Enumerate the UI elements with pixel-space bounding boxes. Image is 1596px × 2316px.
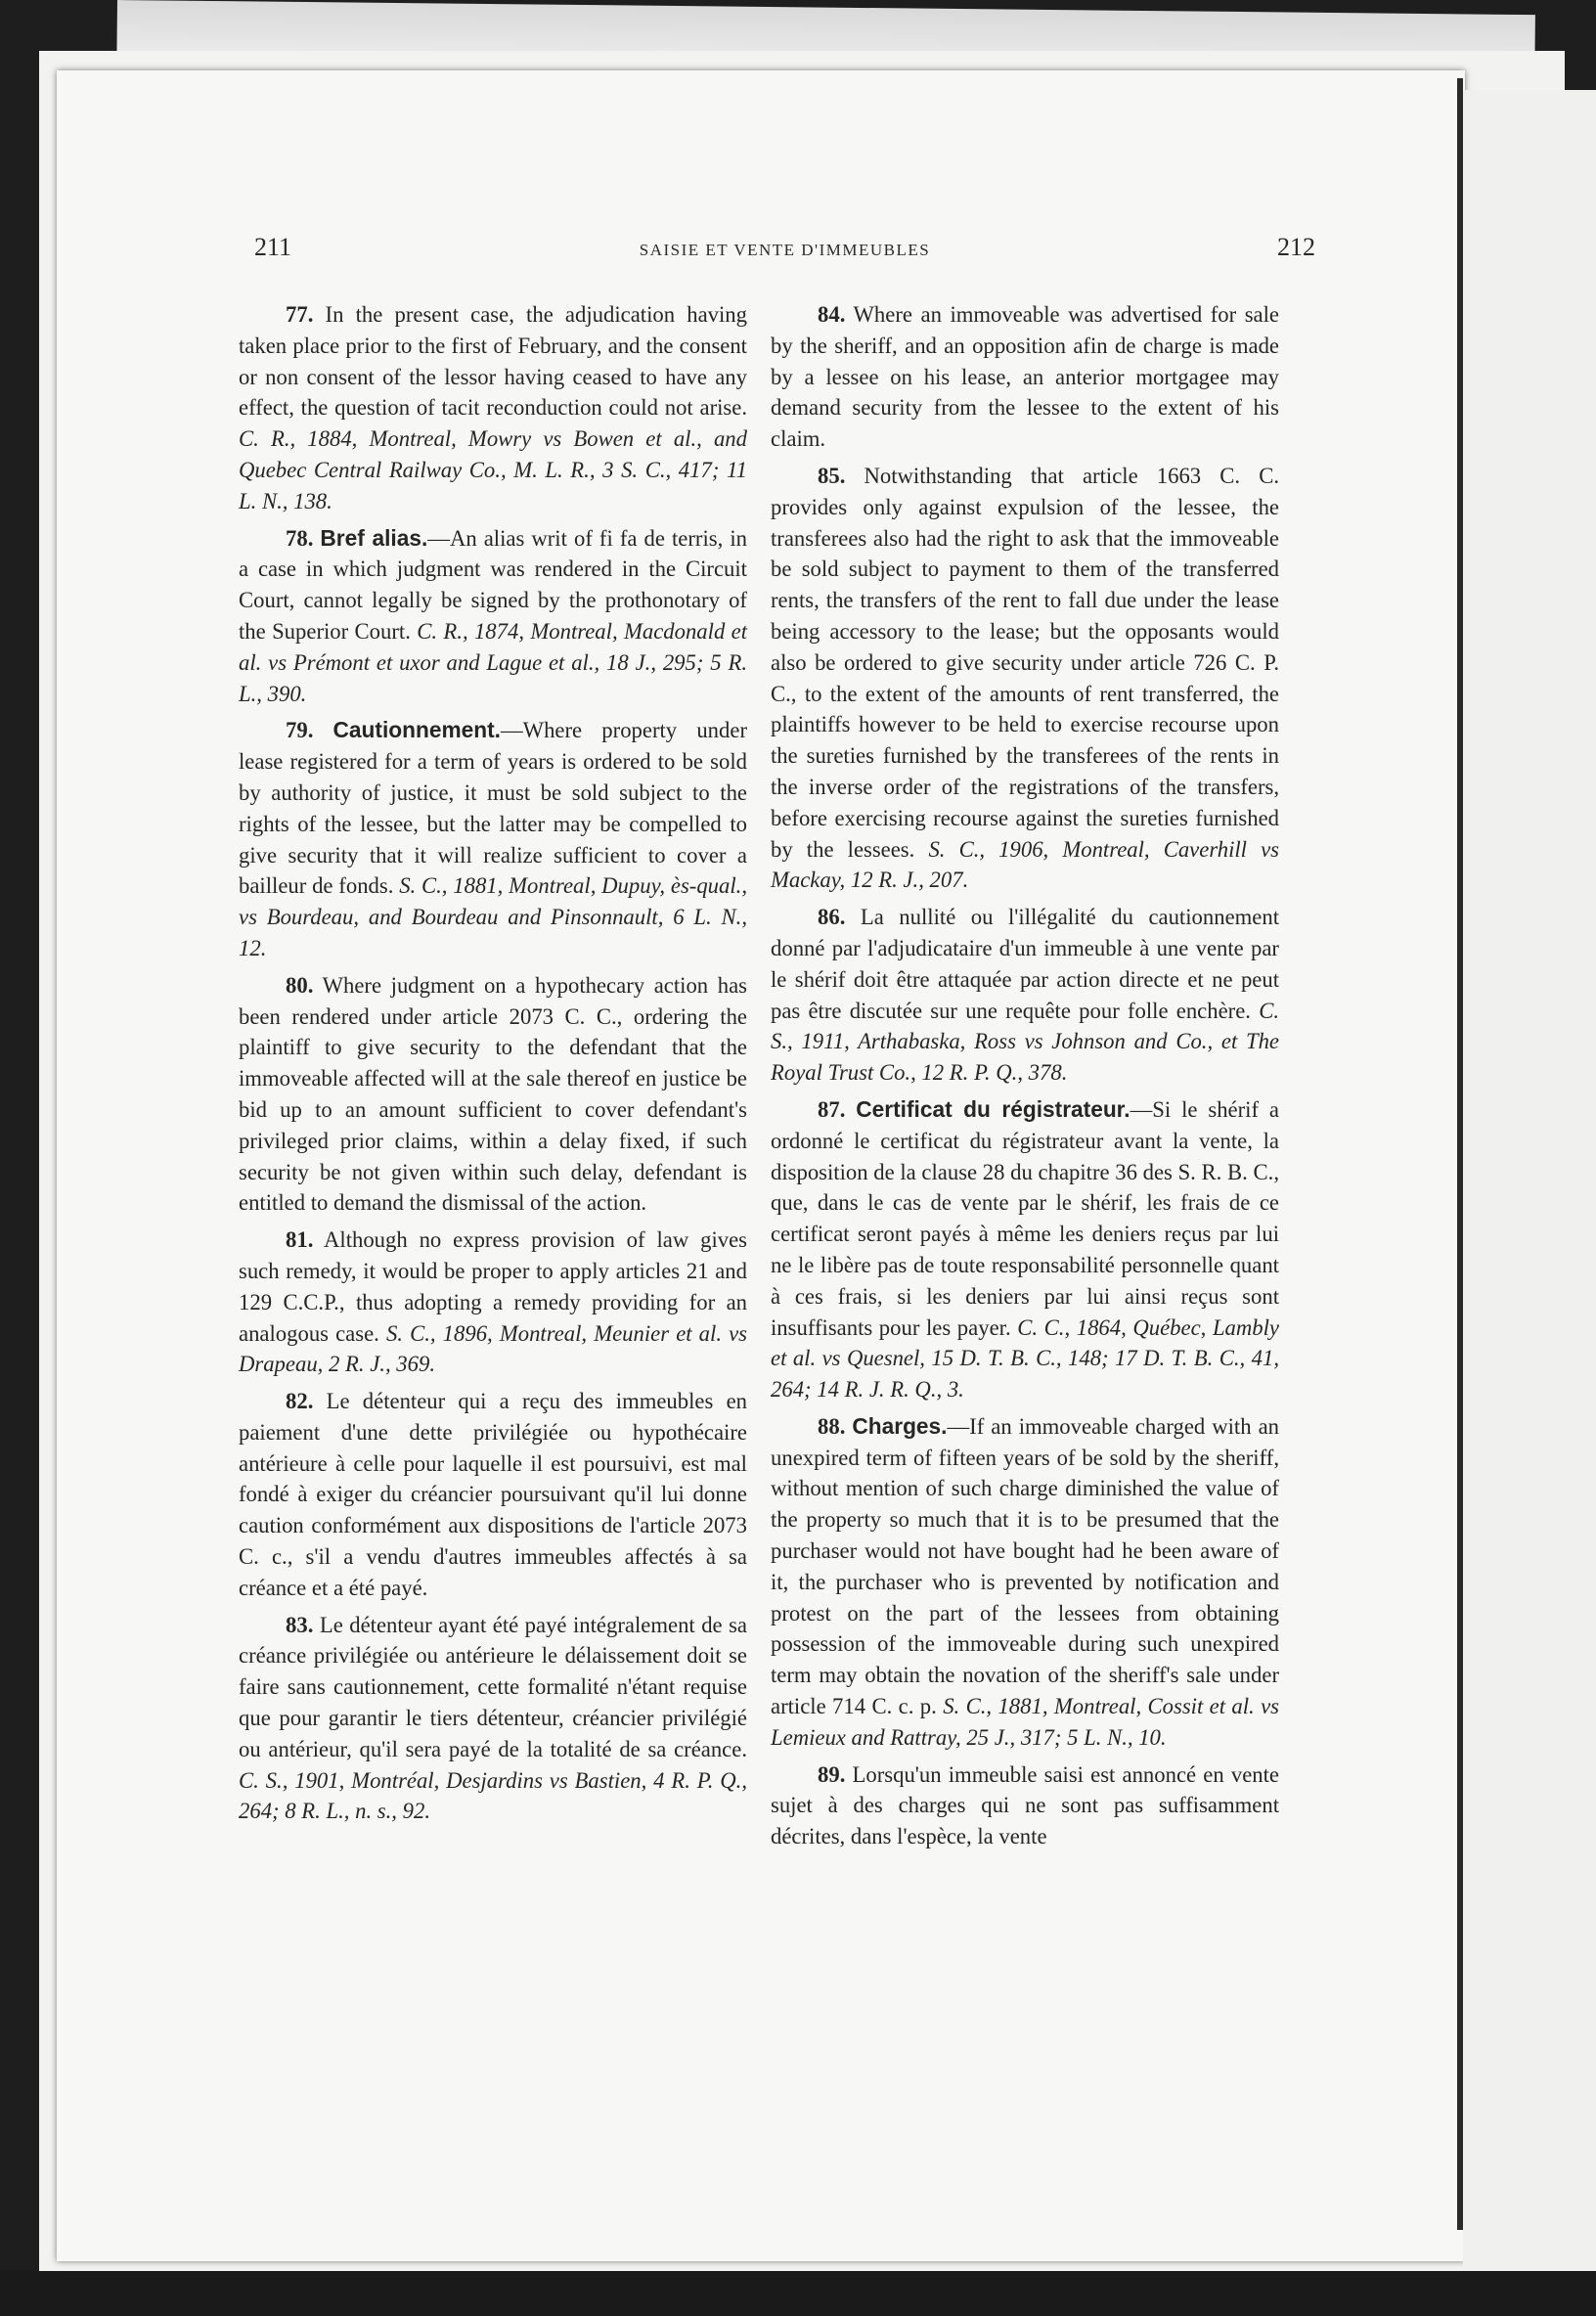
para-citation: S. C., 1881, Montreal, Dupuy, ès-qual., vs Bourdeau, and Bourdeau and Pinsonnault, 6 L. N., 12. (239, 873, 748, 960)
scan-bottom-border (0, 2271, 1596, 2316)
para-heading: Charges. (852, 1412, 948, 1439)
adjacent-page-edge (1463, 90, 1596, 2271)
paragraph-88 (771, 1411, 1279, 1754)
para-number: 80. (286, 972, 314, 998)
para-number: 83. (286, 1612, 314, 1637)
para-text: In the present case, the adjudication having taken place prior to the first of February, and the consent or non consent of the lessor having ceased to have any effect, the question of tacit reconduction could not arise. (239, 302, 747, 421)
para-heading: Bref alias. (320, 524, 428, 551)
para-citation: C. S., 1901, Montréal, Desjardins vs Bastien, 4 R. P. Q., 264; 8 R. L., n. s., 92. (239, 1767, 747, 1824)
paragraph-79 (239, 715, 747, 963)
para-text: Although no express provision of law gives such remedy, it would be proper to apply articles 21 and 129 C.C.P., thus adopting a remedy providing for an analogous case. (239, 1227, 747, 1346)
para-number: 81. (286, 1227, 314, 1253)
para-citation: S. C., 1896, Montreal, Meunier et al. vs Drapeau, 2 R. J., 369. (239, 1320, 748, 1377)
para-text: —An alias writ of fi fa de terris, in a case in which judgment was rendered in the Circuit Court, cannot legally be signed by the prothonotary of the Superior Court. (239, 525, 747, 644)
para-text: Le détenteur qui a reçu des immeubles en paiement d'une dette privilégiée ou hypothécaire antérieure à celle pour laquelle il est poursuivi, est mal fondé à exiger du créancier poursuivant qu'il lui donne caution conformément aux dispositions de l'article 2073 C. c., s'il a vendu d'autres immeubles affectés à sa créance et a été payé. (239, 1389, 747, 1600)
para-number: 78. (286, 525, 314, 551)
paragraph-77 (239, 299, 747, 517)
paragraph-87 (771, 1094, 1279, 1405)
left-column (239, 299, 747, 1833)
paragraph-84 (771, 299, 1279, 455)
para-text: Le détenteur ayant été payé intégralement de sa créance privilégiée ou antérieure le délaissement doit se faire sans cautionnement, cette formalité n'étant requise que pour garantir le tiers détenteur, créancier privilégié ou antérieur, qu'il sera payé de la totalité de sa créance. (239, 1612, 747, 1761)
para-citation: C. R., 1874, Montreal, Macdonald et al. vs Prémont et uxor and Lague et al., 18 J., 295; 5 R. L., 390. (239, 618, 748, 706)
para-text: Where judgment on a hypothecary action has been rendered under article 2073 C. C., ordering the plaintiff to give security to the defendant that the immoveable affected will at the sale thereof en justice be bid up to an amount sufficient to cover defendant's privileged prior claims, within a delay fixed, if such security be not given within such delay, defendant is entitled to demand the dismissal of the action. (239, 972, 748, 1216)
para-heading: Certificat du régistrateur. (856, 1095, 1130, 1122)
para-citation: C. R., 1884, Montreal, Mowry vs Bowen et al., and Quebec Central Railway Co., M. L. R., 3 S. C., 417; 11 L. N., 138. (239, 426, 747, 513)
para-number: 84. (818, 302, 846, 327)
para-number: 82. (286, 1389, 314, 1414)
para-citation: C. S., 1911, Arthabaska, Ross vs Johnson and Co., et The Royal Trust Co., 12 R. P. Q., 378. (771, 998, 1280, 1086)
para-text: La nullité ou l'illégalité du cautionnement donné par l'adjudicataire d'un immeuble à une vente par le shérif doit être attaquée par action directe et ne peut pas être discutée sur une requête pour folle enchère. (771, 905, 1280, 1023)
paragraph-85 (771, 461, 1279, 896)
para-number: 88. (818, 1413, 846, 1439)
para-text: —If an immoveable charged with an unexpired term of fifteen years of be sold by the sheriff, without mention of such charge diminished the value of the property so much that it is to be presumed that the purchaser would not have bought had he been aware of it, the purchaser who is prevented by notification and protest on the part of the lessees from obtaining possession of the immoveable during such unexpired term may obtain the novation of the sheriff's sale under article 714 C. c. p. (771, 1413, 1279, 1719)
para-number: 89. (818, 1761, 846, 1787)
para-text: —Si le shérif a ordonné le certificat du régistrateur avant la vente, la disposition de la clause 28 du chapitre 36 des S. R. B. C., que, dans le cas de vente par le shérif, les frais de ce certificat seront payés à même les deniers reçus par lui ne le libère pas de toute responsabilité personnelle quant à ces frais, si les deniers par lui ainsi reçus sont insuffisants pour les payer. (771, 1096, 1279, 1340)
page-number-right: 212 (1277, 233, 1315, 261)
paragraph-78 (239, 523, 747, 710)
paragraph-83 (239, 1610, 747, 1828)
para-text: —Where property under lease registered for a term of years is ordered to be sold by authority of justice, it must be sold subject to the rights of the lessee, but the latter may be compelled to give security that it will realize sufficient to cover a bailleur de fonds. (239, 718, 747, 899)
para-citation: C. C., 1864, Québec, Lambly et al. vs Quesnel, 15 D. T. B. C., 148; 17 D. T. B. C., 41, 264; 14 R. J. R. Q., 3. (771, 1314, 1280, 1403)
paragraph-82 (239, 1386, 747, 1604)
running-title: SAISIE ET VENTE D'IMMEUBLES (639, 241, 931, 259)
para-citation: S. C., 1906, Montreal, Caverhill vs Mackay, 12 R. J., 207. (771, 836, 1280, 893)
right-column (771, 299, 1279, 1858)
para-text: Where an immoveable was advertised for sale by the sheriff, and an opposition afin de charge is made by a lessee on his lease, an anterior mortgagee may demand security from the lessee to the extent of his claim. (771, 302, 1280, 452)
paragraph-86 (771, 902, 1279, 1089)
page-number-left: 211 (254, 233, 292, 261)
para-heading: Cautionnement. (332, 717, 501, 743)
para-number: 77. (286, 302, 314, 327)
para-citation: S. C., 1881, Montreal, Cossit et al. vs Lemieux and Rattray, 25 J., 317; 5 L. N., 10. (771, 1694, 1279, 1750)
para-text: Notwithstanding that article 1663 C. C. provides only against expulsion of the lessee, the transferees also had the right to ask that the immoveable be sold subject to payment to them of the transferred rents, the transfers of the rent to fall due under the lease being accessory to the lease; but the opposants would also be ordered to give security under article 726 C. P. C., to the extent of the amounts of rent transferred, the plaintiffs however to be held to exercise recourse upon the sureties furnished by the transferees of the rents in the inverse order of the registrations of the transfers, before exercising recourse against the sureties furnished by the lessees. (771, 463, 1279, 862)
paragraph-80 (239, 970, 747, 1219)
paragraph-81 (239, 1225, 747, 1380)
para-number: 79. (286, 718, 314, 743)
para-text: Lorsqu'un immeuble saisi est annoncé en vente sujet à des charges qui ne sont pas suffisamment décrites, dans l'espèce, la vente (771, 1761, 1279, 1849)
para-number: 86. (818, 905, 846, 930)
page-header (254, 233, 1315, 272)
paragraph-89 (771, 1759, 1279, 1852)
para-number: 85. (818, 463, 846, 488)
para-number: 87. (818, 1096, 846, 1122)
